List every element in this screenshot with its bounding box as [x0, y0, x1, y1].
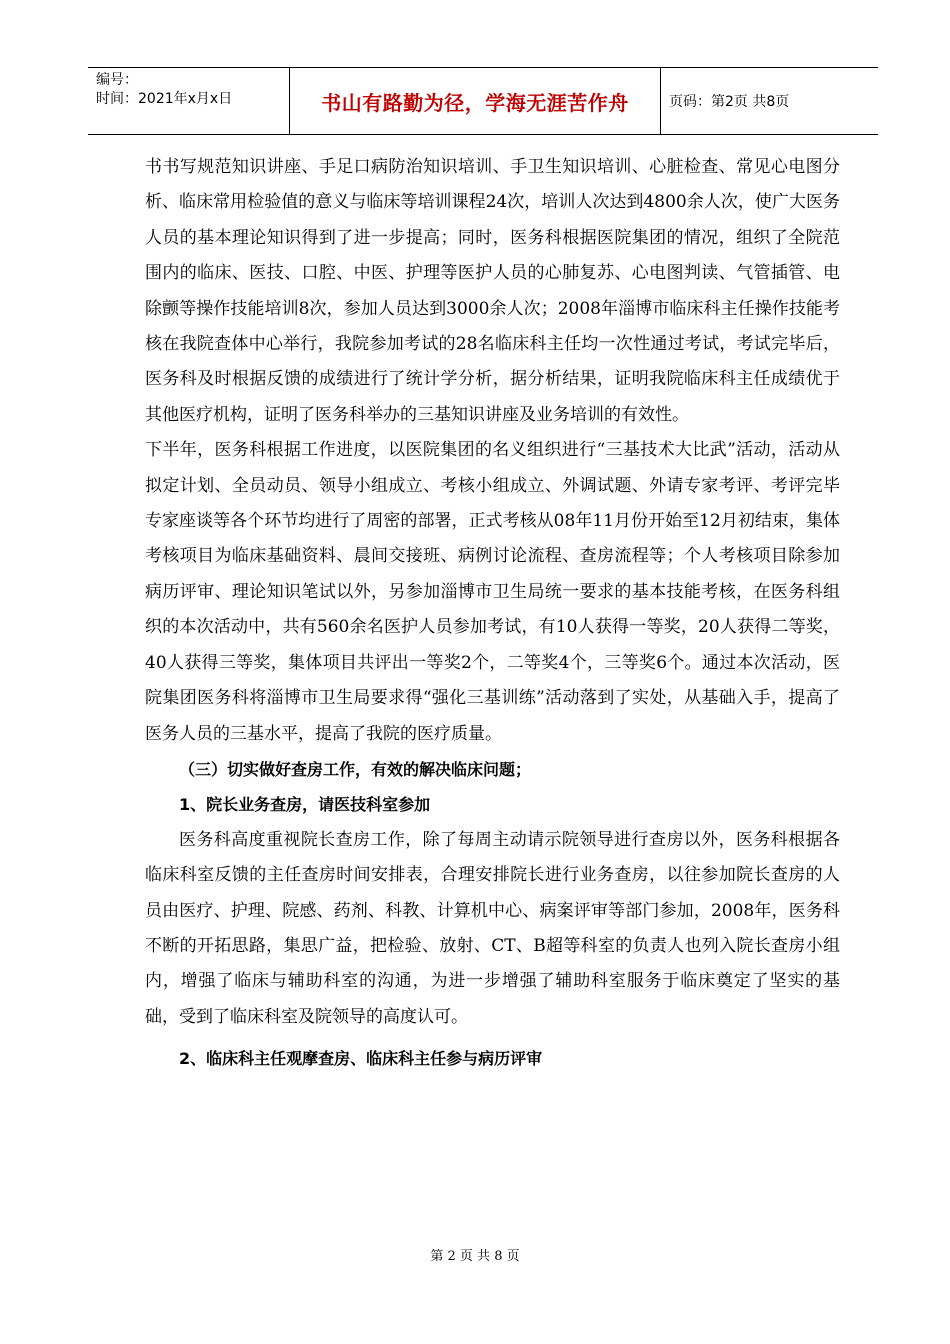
document-body — [145, 150, 840, 1083]
header-page-info: 页码：第2页 共8页 — [669, 94, 790, 110]
document-time-label: 时间：2021年x月x日 — [96, 91, 233, 107]
header-motto: 书山有路勤为径，学海无涯苦作舟 — [289, 68, 661, 134]
header-meta — [88, 68, 289, 134]
document-number-label: 编号： — [96, 72, 138, 88]
subheading-director-rounds: 2、临床科主任观摩查房、临床科主任参与病历评审 — [179, 1049, 543, 1069]
page-footer: 第 2 页 共 8 页 — [430, 1249, 520, 1264]
paragraph-president-rounds: 医务科高度重视院长查房工作，除了每周主动请示院领导进行查房以外，医务科根据各临床科室反馈的主任查房时间安排表，合理安排院长进行业务查房，以往参加院长查房的人员由医疗、护理、院感、药剂、科教、计算机中心、病案评审等部门参加，2008年，医务科不断的开拓思路，集思广益，把检验、放射、CT、B超等科室的负责人也列入院长查房小组内，增强了临床与辅助科室的沟通，为进一步增强了辅助科室服务于临床奠定了坚实的基础，受到了临床科室及院领导的高度认可。 — [145, 829, 840, 1027]
page-header — [88, 67, 878, 135]
section-heading-ward-rounds: （三）切实做好查房工作，有效的解决临床问题； — [179, 759, 532, 779]
paragraph-training: 书书写规范知识讲座、手足口病防治知识培训、手卫生知识培训、心脏检查、常见心电图分析、临床常用检验值的意义与临床等培训课程24次，培训人次达到4800余人次，使广大医务人员的基本理论知识得到了进一步提高；同时，医务科根据医院集团的情况，组织了全院范围内的临床、医技、口腔、中医、护理等医护人员的心肺复苏、心电图判读、气管插管、电除颤等操作技能培训8次，参加人员达到3000余人次；2008年淄博市临床科主任操作技能考核在我院查体中心举行，我院参加考试的28名临床科主任均一次性通过考试，考试完毕后，医务科及时根据反馈的成绩进行了统计学分析，据分析结果，证明我院临床科主任成绩优于其他医疗机构，证明了医务科举办的三基知识讲座及业务培训的有效性。 — [145, 157, 840, 425]
paragraph-competition: 下半年，医务科根据工作进度，以医院集团的名义组织进行“三基技术大比武”活动，活动从拟定计划、全员动员、领导小组成立、考核小组成立、外调试题、外请专家考评、考评完毕专家座谈等各个环节均进行了周密的部署，正式考核从08年11月份开始至12月初结束，集体考核项目为临床基础资料、晨间交接班、病例讨论流程、查房流程等；个人考核项目除参加病历评审、理论知识笔试以外，另参加淄博市卫生局统一要求的基本技能考核，在医务科组织的本次活动中，共有560余名医护人员参加考试，有10人获得一等奖，20人获得二等奖，40人获得三等奖，集体项目共评出一等奖2个，二等奖4个，三等奖6个。通过本次活动，医院集团医务科将淄博市卫生局要求得“强化三基训练”活动落到了实处，从基础入手，提高了医务人员的三基水平，提高了我院的医疗质量。 — [145, 440, 840, 744]
subheading-president-rounds: 1、院长业务查房，请医技科室参加 — [179, 795, 431, 815]
